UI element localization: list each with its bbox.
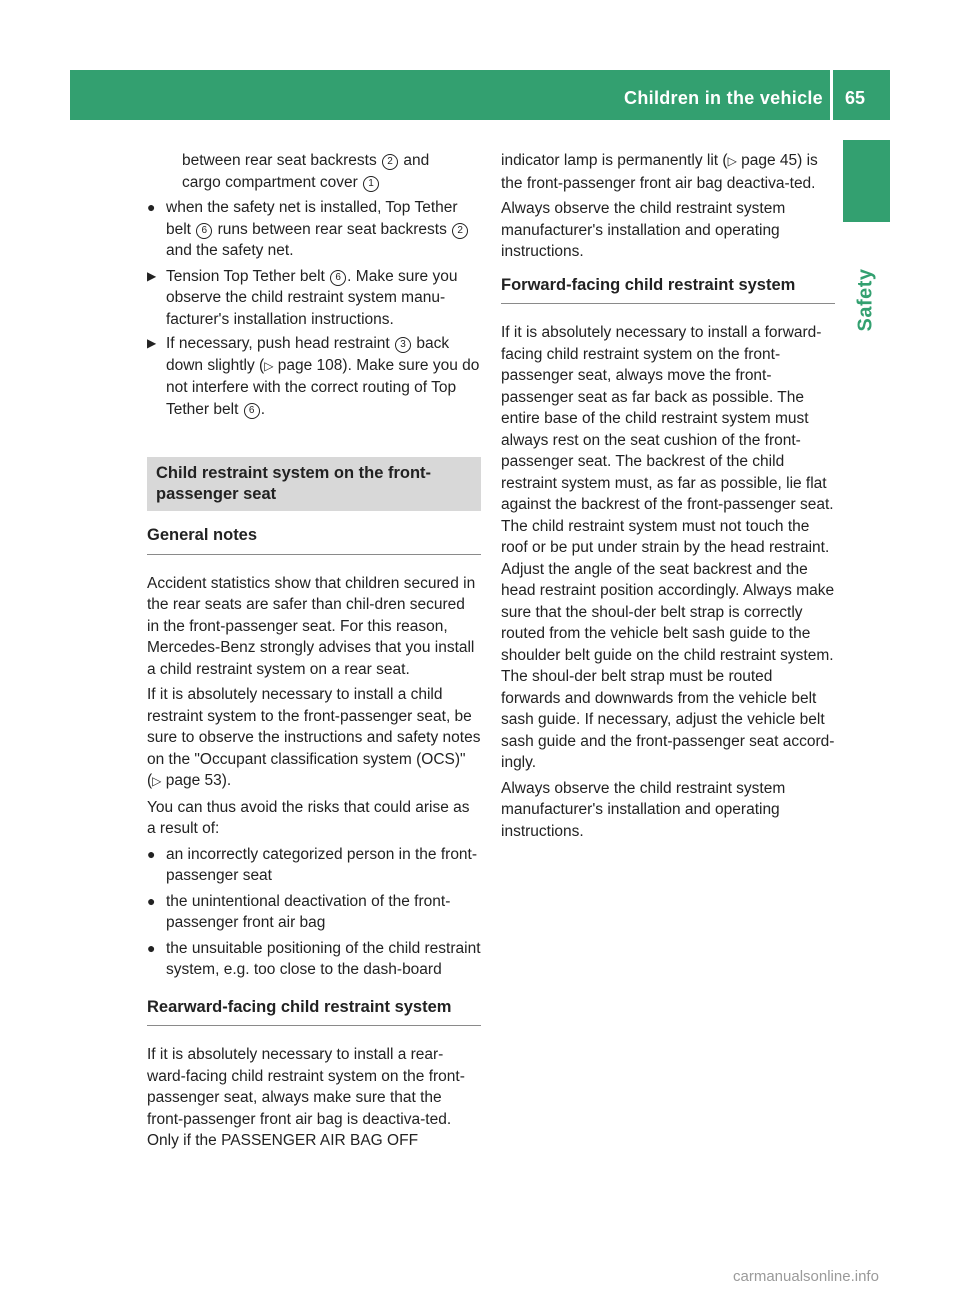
page-number: 65 bbox=[845, 88, 866, 108]
callout-1-icon: 1 bbox=[363, 176, 379, 192]
paragraph: indicator lamp is permanently lit (▷ page 45) is the front-passenger front air bag deactiva-ted. bbox=[501, 152, 818, 192]
step-arrow-icon: ▶ bbox=[147, 336, 157, 350]
section-tab-block bbox=[843, 140, 890, 222]
callout-3-icon: 3 bbox=[395, 337, 411, 353]
paragraph: If it is absolutely necessary to install a forward-facing child restraint system on the front-passenger seat, always move the front-passenger seat as far back as possible. The entire base of the child restraint system must always rest on the seat cushion of the front-passenger seat. The backrest of the child restraint system must, as far as possible, lie flat against the backrest of the front-passenger seat. The child restraint system must not touch the roof or be put under strain by the head restraint. Adjust the angle of the seat backrest and the head restraint position accordingly. Always make sure that the shoul-der belt strap is correctly routed from the vehicle belt sash guide to the shoulder belt guide on the child restraint system. The shoul-der belt strap must be routed forwards and downwards from the vehicle belt sash guide. If necessary, adjust the vehicle belt sash guide and the front-passenger seat accord-ingly. bbox=[501, 324, 835, 771]
subheading-general-notes: General notes bbox=[147, 525, 481, 555]
instruction-step: ▶ Tension Top Tether belt 6 . Make sure you observe the child restraint system manu-facturer's installation instructions. bbox=[147, 267, 458, 328]
paragraph: If it is absolutely necessary to install a child restraint system to the front-passenger seat, be sure to observe the instructions and safety notes on the "Occupant classification system (OCS)" (▷ page 53). bbox=[147, 686, 481, 789]
list-item: ● when the safety net is installed, Top Tether belt 6 runs between rear seat backrests 2 and the safety net. bbox=[147, 197, 481, 262]
header-separator bbox=[830, 70, 833, 120]
page-ref-icon: ▷ bbox=[264, 358, 274, 373]
step-arrow-icon: ▶ bbox=[147, 268, 157, 283]
paragraph: Accident statistics show that children secured in the rear seats are safer than chil-dren secured in the front-passenger seat. For this reason, Mercedes-Benz strongly advises that you install a child restraint system on a rear seat. bbox=[147, 574, 476, 678]
list-item: ● the unsuitable positioning of the child restraint system, e.g. too close to the dash-board bbox=[147, 939, 481, 978]
page-ref-icon: ▷ bbox=[152, 774, 162, 788]
chapter-title: Children in the vehicle bbox=[624, 88, 823, 108]
right-column bbox=[501, 150, 835, 842]
list-item: ● an incorrectly categorized person in the front-passenger seat bbox=[147, 845, 478, 884]
paragraph: Always observe the child restraint system manufacturer's installation and operating instructions. bbox=[501, 200, 786, 260]
subheading-forward-facing: Forward-facing child restraint system bbox=[501, 275, 835, 305]
paragraph: Always observe the child restraint system manufacturer's installation and operating instructions. bbox=[501, 779, 786, 840]
instruction-step: ▶ If necessary, push head restraint 3 back down slightly (▷ page 108). Make sure you do not interfere with the correct routing of Top Tether belt 6 . bbox=[147, 335, 480, 418]
section-tab-label: Safety bbox=[854, 268, 877, 332]
section-heading: Child restraint system on the front-passenger seat bbox=[147, 457, 481, 511]
page-ref-icon: ▷ bbox=[727, 154, 737, 168]
watermark-text: carmanualsonline.info bbox=[733, 1268, 879, 1285]
subheading-rearward-facing: Rearward-facing child restraint system bbox=[147, 997, 481, 1027]
callout-2-icon: 2 bbox=[452, 223, 468, 239]
paragraph: If it is absolutely necessary to install a rear-ward-facing child restraint system on the front-passenger seat, always make sure that the front-passenger front air bag is deactiva-ted. Only if the PASSENGER AIR BAG OFF bbox=[147, 1046, 465, 1149]
paragraph: You can thus avoid the risks that could arise as a result of: bbox=[147, 798, 470, 837]
left-column bbox=[147, 150, 481, 1152]
callout-6-icon: 6 bbox=[330, 270, 346, 286]
callout-6-icon: 6 bbox=[196, 223, 212, 239]
callout-2-icon: 2 bbox=[382, 154, 398, 170]
callout-6-icon: 6 bbox=[244, 403, 260, 419]
list-item: ● the unintentional deactivation of the front-passenger front air bag bbox=[147, 892, 451, 931]
continued-text: between rear seat backrests 2 and cargo compartment cover 1 bbox=[182, 152, 430, 191]
